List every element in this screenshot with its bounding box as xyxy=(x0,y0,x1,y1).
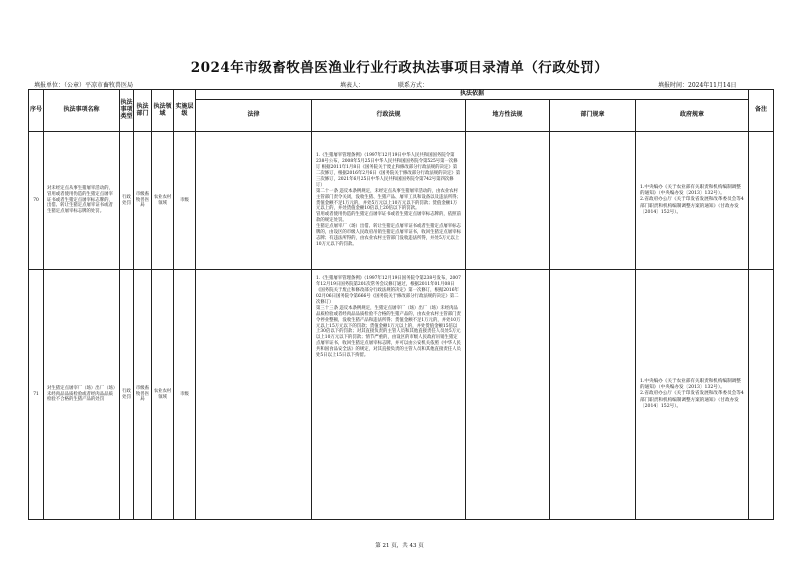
row-seq: 70 xyxy=(29,132,44,270)
row-type: 行政处罚 xyxy=(120,270,134,520)
header-law: 法律 xyxy=(196,100,312,132)
row-level: 市级 xyxy=(174,270,196,520)
row-admin-reg: 1.《生猪屠宰管理条例》（1997年12月19日国务院令第238号发布，2007年12月19日国务院第201次常务会议修订通过，根据2011年01月08日《国务院关于废止和修改部分行政法规的决定》第一次修订，根据2016年02月06日国务院令第666号《国务院关于修改部分行政法规的决定》第二次修订） 第三十三条 违反本条例规定，生猪定点屠宰厂（场）出厂（场）未经肉品品质检验或者经肉品品质检验不合格的生猪产品的，由农业农村主管部门责令停业整顿，没收生猪产品和违法所得；货值金额不足1万元的，并处10万元以上15万元以下的罚款；货值金额1万元以上的，并处货值金额15倍以上30倍以下的罚款；对其直接负责的主管人员和其他直接责任人员处5万元以上10万元以下的罚款；情节严重的，由设区的市级人民政府吊销生猪定点屠宰证书，收回生猪定点屠宰标志牌，并可以由公安机关依照《中华人民共和国食品安全法》的规定，对其直接负责的主管人员和其他直接责任人员处5日以上15日以下拘留。 xyxy=(312,270,466,520)
row-item-name: 对未经定点从事生猪屠宰活动的，冒用或者使用伪造的生猪定点屠宰证书或者生猪定点屠宰标志牌的，出借、转让生猪定点屠宰证书或者生猪定点屠宰标志牌的处罚。 xyxy=(44,132,120,270)
row-type: 行政处罚 xyxy=(120,132,134,270)
row-remark xyxy=(749,270,774,520)
row-level: 市级 xyxy=(174,132,196,270)
header-gov-rule: 政府规章 xyxy=(636,100,749,132)
table-row xyxy=(29,132,774,270)
row-seq: 71 xyxy=(29,270,44,520)
row-remark xyxy=(749,132,774,270)
row-gov-rule: 1.中央编办《关于农业部有关职责和机构编制调整的通知》（中央编办发〔2013〕132号）。 2.省政府办公厅《关于印发省发展和改革委员会等4部门职责和机构编制调整方案的通知》（甘政办发〔2014〕152号）。 xyxy=(636,270,749,520)
row-gov-rule: 1.中央编办《关于农业部有关职责和机构编制调整的通知》（中央编办发〔2013〕132号）。 2.省政府办公厅《关于印发省发展和改革委员会等4部门职责和机构编制调整方案的通知》（甘政办发〔2014〕152号）。 xyxy=(636,132,749,270)
row-field: 农业农村领域 xyxy=(152,132,174,270)
fill-date: 填报时间：2024年11月14日 xyxy=(658,82,737,89)
row-field: 农业农村领域 xyxy=(152,270,174,520)
row-item-name: 对生猪定点屠宰厂（场）出厂（场）未经肉品品质检验或者经肉品品质检验不合格的生猪产品的处罚 xyxy=(44,270,120,520)
row-dept: 市级畜牧兽医局 xyxy=(134,270,152,520)
row-law xyxy=(196,132,312,270)
header-dept: 执法部门 xyxy=(134,90,152,132)
row-local-reg xyxy=(466,270,550,520)
phone-label: 联系方式： xyxy=(398,82,429,89)
header-name: 执法事项名称 xyxy=(44,90,120,132)
header-type: 执法事项类型 xyxy=(120,90,134,132)
header-field: 执法领域 xyxy=(152,90,174,132)
header-level: 实施层级 xyxy=(174,90,196,132)
page-number: 第 21 页，共 43 页 xyxy=(375,543,424,549)
table-row xyxy=(29,270,774,520)
header-admin-reg: 行政法规 xyxy=(312,100,466,132)
header-basis: 执法依据 xyxy=(196,90,749,100)
row-local-reg xyxy=(466,132,550,270)
row-dept-rule xyxy=(550,270,636,520)
row-admin-reg: 1.《生猪屠宰管理条例》（1997年12月19日中华人民共和国国务院令第238号公布，2008年5月25日中华人民共和国国务院令第525号第一次修订 根据2011年1月8日《国务院关于废止和修改部分行政法规的决定》第二次修订，根据2016年2月6日《国务院关于修改部分行政法规的决定》第三次修订，2021年6月25日中华人民共和国国务院令第742号第四次修订） 第二十一条 违反本条例规定，未经定点从事生猪屠宰活动的，由农业农村主管部门责令关闭，没收生猪、生猪产品、屠宰工具和设备以及违法所得；货值金额不足1万元的，并处5万元以上10万元以下的罚款；货值金额1万元以上的，并处货值金额10倍以上20倍以下的罚款。 冒用或者使用伪造的生猪定点屠宰证书或者生猪定点屠宰标志牌的，依照前款的规定处罚。 生猪定点屠宰厂（场）出借、转让生猪定点屠宰证书或者生猪定点屠宰标志牌的，由设区的市级人民政府吊销生猪定点屠宰证书，收回生猪定点屠宰标志牌；有违法所得的，由农业农村主管部门没收违法所得，并处5万元以上10万元以下的罚款。 xyxy=(312,132,466,270)
row-dept-rule xyxy=(550,132,636,270)
header-dept-rule: 部门规章 xyxy=(550,100,636,132)
filler-label: 填表人： xyxy=(340,82,365,89)
header-seq: 序号 xyxy=(29,90,44,132)
enforcement-table xyxy=(28,89,774,520)
row-dept: 市级畜牧兽医局 xyxy=(134,132,152,270)
header-remark: 备注 xyxy=(749,90,774,132)
header-local-reg: 地方性法规 xyxy=(466,100,550,132)
page-title: 2024年市级畜牧兽医渔业行业行政执法事项目录清单（行政处罚） xyxy=(190,60,609,76)
row-law xyxy=(196,270,312,520)
fill-unit: 填报单位：（公章）平凉市畜牧兽医局 xyxy=(34,82,134,89)
